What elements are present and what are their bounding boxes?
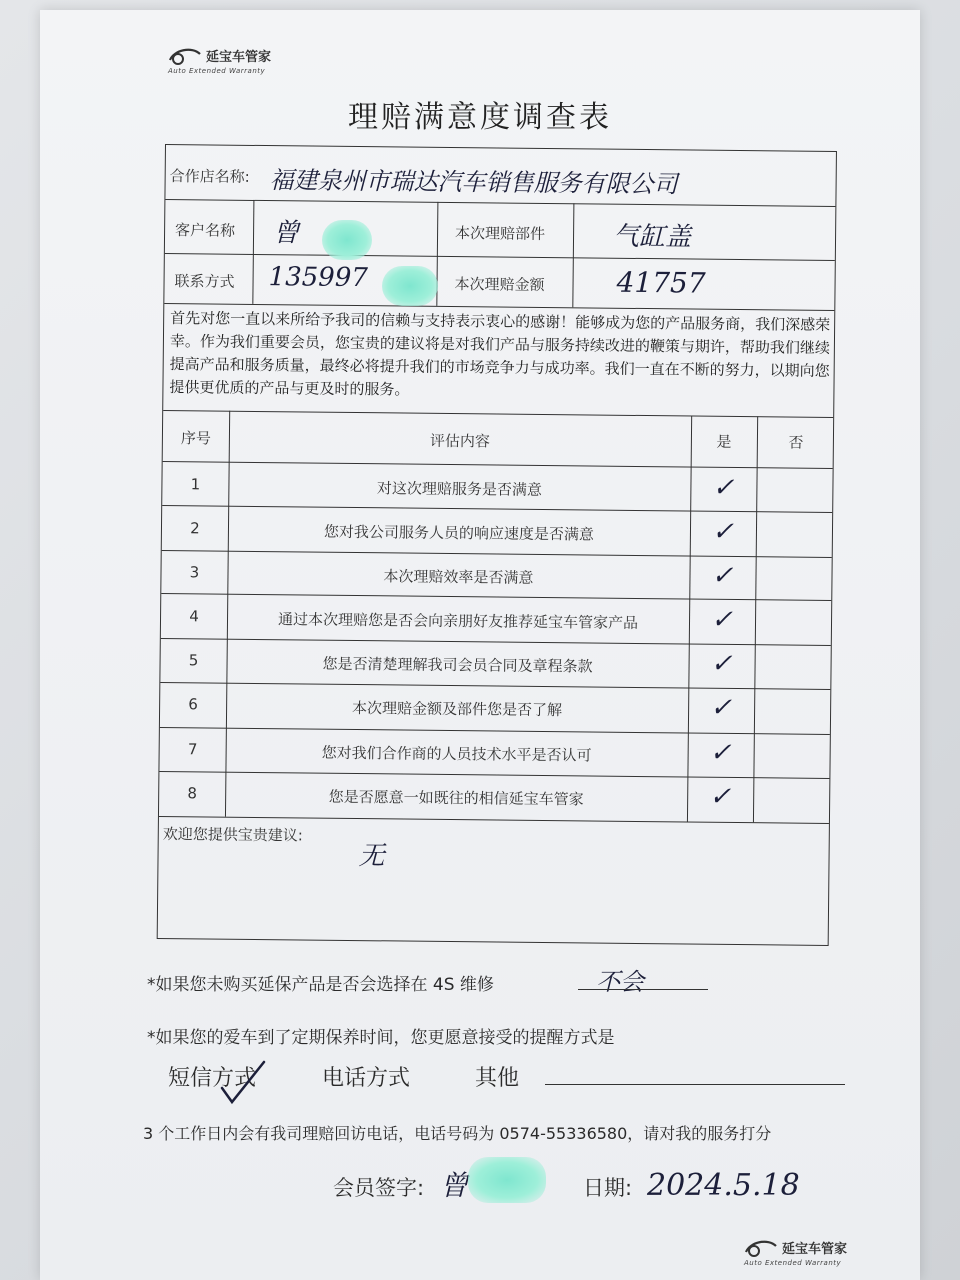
row-content: 对这次理赔服务是否满意 <box>376 479 542 499</box>
row-content: 本次理赔效率是否满意 <box>383 567 534 587</box>
option-phone: 电话方式 <box>322 1066 411 1091</box>
no-check <box>754 738 832 739</box>
car-logo-icon <box>744 1236 778 1258</box>
row-number: 6 <box>188 695 198 714</box>
no-check <box>753 782 831 783</box>
date-label: 日期: <box>583 1176 633 1200</box>
row-content: 您是否愿意一如既往的相信延宝车管家 <box>328 787 584 809</box>
no-check <box>756 517 834 518</box>
no-check <box>755 649 833 650</box>
question-reminder: *如果您的爱车到了定期保养时间，您更愿意接受的提醒方式是 <box>147 1028 615 1048</box>
row-content: 通过本次理赔您是否会向亲朋好友推荐延宝车管家产品 <box>277 610 639 632</box>
partner-label: 合作店名称: <box>169 167 250 186</box>
amount-label: 本次理赔金额 <box>454 275 545 294</box>
option-other: 其他 <box>475 1066 520 1091</box>
row-number: 5 <box>188 651 199 670</box>
contact-label: 联系方式 <box>174 272 235 291</box>
brand-logo-footer <box>744 1236 847 1267</box>
other-underline <box>545 1084 845 1085</box>
survey-form <box>157 144 837 946</box>
yes-check: ✓ <box>711 516 735 547</box>
col-header-no-answer: 否 <box>788 433 804 452</box>
row-content: 您对我们合作商的人员技术水平是否认可 <box>321 743 592 765</box>
col-header-no: 序号 <box>180 429 212 448</box>
intro-paragraph: 首先对您一直以来所给予我司的信赖与支持表示衷心的感谢！能够成为您的产品服务商，我们深感荣幸。作为我们重要会员，您宝贵的建议将是对我们产品与服务持续改进的鞭策与期许，帮助我们继续提高产品和服务质量，最终必将提升我们的市场竞争力与成功率。我们一直在不断的努力，以期向您提供更优质的产品与更及时的服务。 <box>169 309 831 399</box>
logo-subtitle: Auto Extended Warranty <box>168 67 266 75</box>
amount-value: 41757 <box>616 265 706 300</box>
contact-value: 135997 <box>268 262 369 294</box>
yes-check: ✓ <box>709 737 732 768</box>
logo-subtitle: Auto Extended Warranty <box>744 1259 842 1267</box>
part-label: 本次理赔部件 <box>454 224 546 243</box>
logo-name: 延宝车管家 <box>206 49 272 65</box>
no-check <box>754 693 832 694</box>
question-4s: *如果您未购买延保产品是否会选择在 4S 维修 <box>147 975 494 995</box>
redacted-customer-name <box>322 220 372 260</box>
answer-underline <box>578 989 708 990</box>
row-content: 本次理赔金额及部件您是否了解 <box>351 698 563 720</box>
date-value: 2024.5.18 <box>647 1168 800 1203</box>
col-header-content: 评估内容 <box>429 431 490 451</box>
car-logo-icon <box>168 44 202 66</box>
yes-check: ✓ <box>710 648 733 679</box>
row-content: 您对我公司服务人员的响应速度是否满意 <box>323 522 595 544</box>
partner-value: 福建泉州市瑞达汽车销售服务有限公司 <box>269 166 678 199</box>
row-number: 8 <box>187 784 198 803</box>
yes-check: ✓ <box>710 692 733 723</box>
no-check <box>755 605 833 606</box>
answer-4s: 不会 <box>596 968 644 996</box>
customer-value: 曾 <box>272 218 300 249</box>
row-content: 您是否清楚理解我司会员合同及章程条款 <box>322 654 593 676</box>
no-check <box>757 473 835 474</box>
suggest-label: 欢迎您提供宝贵建议: <box>162 825 303 845</box>
yes-check: ✓ <box>711 560 734 591</box>
yes-check: ✓ <box>709 781 732 812</box>
logo-name: 延宝车管家 <box>782 1241 848 1257</box>
row-number: 3 <box>189 563 200 582</box>
signature-label: 会员签字: <box>333 1176 425 1200</box>
yes-check: ✓ <box>710 604 734 635</box>
suggest-value: 无 <box>358 841 385 872</box>
row-number: 2 <box>190 519 200 538</box>
page-title: 理赔满意度调查表 <box>348 100 612 135</box>
no-check <box>756 561 834 562</box>
redacted-phone <box>382 266 438 306</box>
option-sms: 短信方式 <box>168 1066 257 1091</box>
redacted-signature <box>468 1157 546 1203</box>
callback-notice: 3 个工作日内会有我司理赔回访电话，电话号码为 0574-55336580，请对我的服务打分 <box>143 1124 772 1143</box>
row-number: 4 <box>189 607 199 626</box>
checkmark-icon <box>218 1058 268 1106</box>
row-number: 1 <box>190 475 201 494</box>
signature-value: 曾 <box>440 1169 469 1202</box>
customer-label: 客户名称 <box>175 221 236 240</box>
part-value: 气缸盖 <box>612 221 692 253</box>
col-header-yes: 是 <box>716 432 732 451</box>
row-number: 7 <box>187 740 198 759</box>
yes-check: ✓ <box>712 472 735 503</box>
brand-logo <box>168 44 271 75</box>
